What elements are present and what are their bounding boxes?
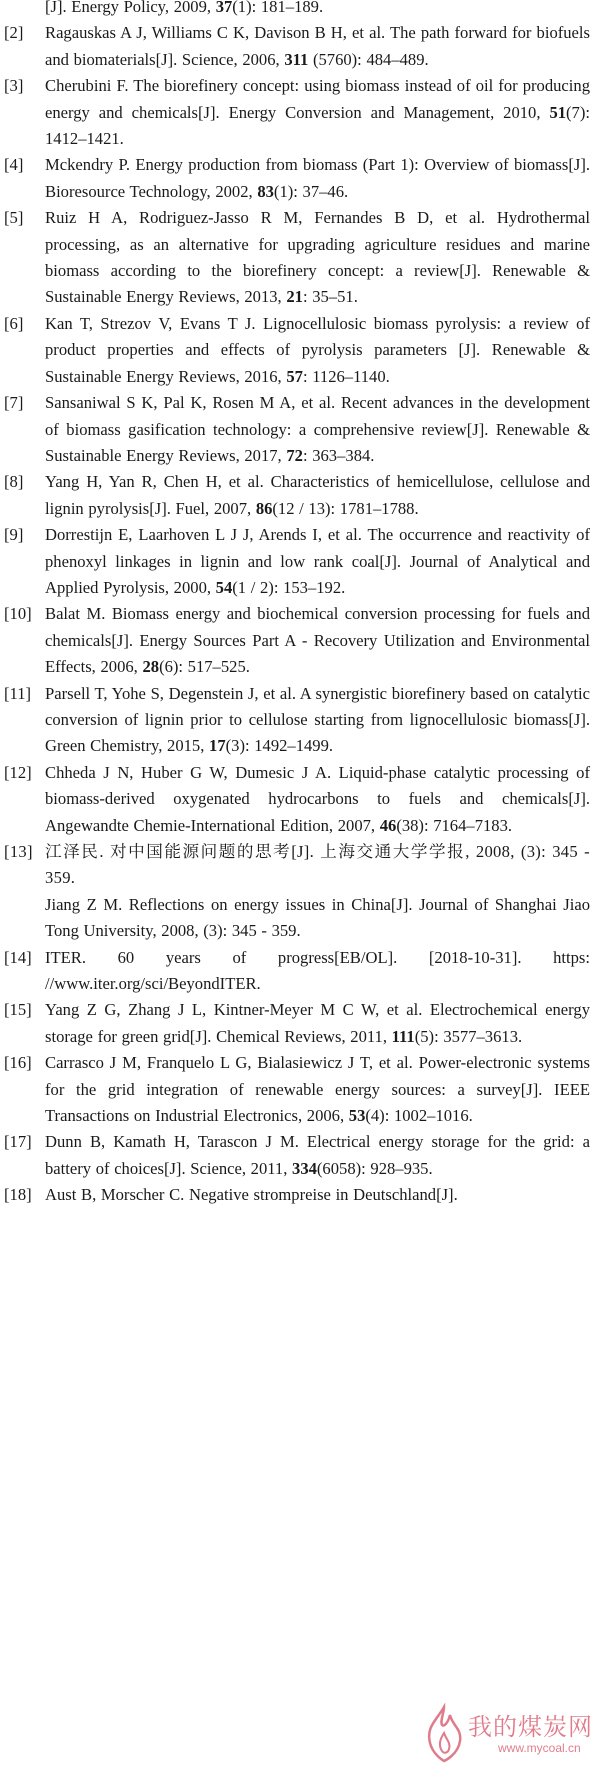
reference-number: [5]: [4, 208, 24, 228]
reference-volume: 51: [549, 102, 567, 122]
reference-item: [0, 311, 600, 390]
reference-volume: 83: [257, 181, 274, 201]
site-watermark: [416, 1703, 593, 1765]
reference-item: [0, 1050, 600, 1129]
reference-text: (4): 1002–1016.: [365, 1106, 473, 1126]
reference-item: [0, 522, 600, 601]
reference-number: [13]: [4, 842, 33, 861]
reference-volume: 54: [215, 577, 233, 597]
reference-text: Sansaniwal S K, Pal K, Rosen M A, et al. Recent advances in the development of biomass gasification technology: a comprehensive review[J]. Renewable & Sustainable Energy Reviews, 2017,: [45, 393, 590, 465]
reference-number: [2]: [4, 23, 24, 43]
reference-number: [6]: [4, 313, 24, 333]
reference-item: [0, 601, 600, 680]
reference-number: [3]: [4, 76, 24, 96]
reference-text: ITER. 60 years of progress[EB/OL]. [2018-10-31]. https: //www.iter.org/sci/BeyondITER.: [45, 947, 590, 994]
reference-number: [14]: [4, 947, 32, 967]
reference-item: [0, 152, 600, 205]
reference-text: Dorrestijn E, Laarhoven L J J, Arends I, et al. The occurrence and reactivity of phenoxyl linkages in lignin and low rank coal[J]. Journal of Analytical and Applied Pyrolysis, 2000,: [45, 525, 590, 597]
reference-volume: 53: [348, 1106, 366, 1126]
reference-text: (5760): 484–489.: [308, 49, 429, 69]
reference-text: 江泽民. 对中国能源问题的思考[J]. 上海交通大学学报, 2008, (3): 345 - 359.: [45, 842, 590, 888]
reference-item: [0, 73, 600, 152]
reference-text: : 1126–1140.: [302, 366, 390, 386]
reference-number: [16]: [4, 1053, 32, 1073]
reference-text: (1 / 2): 153–192.: [232, 577, 346, 597]
reference-text: Balat M. Biomass energy and biochemical conversion processing for fuels and chemicals[J]. Energy Sources Part A - Recovery Utilization and Environmental Effects, 2006,: [45, 604, 590, 677]
reference-volume: 46: [379, 815, 397, 835]
reference-text: (7): 1412–1421.: [45, 102, 590, 149]
reference-number: [15]: [4, 1000, 32, 1020]
reference-text: Mckendry P. Energy production from biomass (Part 1): Overview of biomass[J]. Bioresource Technology, 2002,: [45, 155, 590, 201]
reference-number: [10]: [4, 604, 32, 624]
reference-item: [0, 205, 600, 311]
reference-volume: 334: [292, 1158, 317, 1178]
reference-volume: 37: [215, 0, 233, 16]
reference-text: (12 / 13): 1781–1788.: [272, 498, 419, 518]
reference-number: [12]: [4, 762, 32, 782]
reference-text: Yang H, Yan R, Chen H, et al. Characteristics of hemicellulose, cellulose and lignin pyrolysis[J]. Fuel, 2007,: [45, 472, 590, 518]
reference-number: [11]: [4, 683, 32, 703]
reference-item: [0, 0, 600, 20]
reference-number: [18]: [4, 1185, 32, 1205]
reference-text: [J]. Energy Policy, 2009,: [45, 0, 216, 16]
reference-volume: 28: [142, 657, 160, 677]
reference-text: Parsell T, Yohe S, Degenstein J, et al. A synergistic biorefinery based on catalytic conversion of lignin prior to cellulose starting from lignocellulosic biomass[J]. Green Chemistry, 2015,: [45, 683, 590, 756]
reference-volume: 21: [286, 287, 303, 307]
reference-item: [0, 945, 600, 998]
reference-item: [0, 892, 600, 945]
reference-volume: 86: [255, 498, 273, 518]
watermark-text: 我的煤炭网: [468, 1713, 593, 1741]
reference-text: (1): 181–189.: [232, 0, 324, 16]
reference-item: [0, 997, 600, 1050]
reference-item: [0, 760, 600, 839]
reference-item: [0, 1129, 600, 1182]
reference-item: [0, 681, 600, 760]
reference-item: [0, 1182, 600, 1208]
flame-logo-icon: [416, 1703, 472, 1765]
reference-text: (6058): 928–935.: [316, 1158, 433, 1178]
reference-number: [8]: [4, 472, 24, 492]
reference-text: Ruiz H A, Rodriguez-Jasso R M, Fernandes B D, et al. Hydrothermal processing, as an alternative for upgrading agriculture residues and marine biomass according to the biorefinery concept: a review[J]. Renewable & Sustainable Energy Reviews, 2013,: [45, 208, 590, 307]
reference-text: Jiang Z M. Reflections on energy issues in China[J]. Journal of Shanghai Jiao Tong University, 2008, (3): 345 - 359.: [45, 894, 590, 941]
reference-item: [0, 469, 600, 522]
reference-text: Cherubini F. The biorefinery concept: using biomass instead of oil for producing energy and chemicals[J]. Energy Conversion and Management, 2010,: [45, 76, 590, 122]
reference-text: Carrasco J M, Franquelo L G, Bialasiewicz J T, et al. Power-electronic systems for the grid integration of renewable energy sources: a survey[J]. IEEE Transactions on Industrial Electronics, 2006,: [45, 1053, 590, 1126]
reference-text: Chheda J N, Huber G W, Dumesic J A. Liquid-phase catalytic processing of biomass-derived oxygenated hydrocarbons to fuels and chemicals[J]. Angewandte Chemie-International Edition, 2007,: [45, 762, 590, 835]
reference-text: Kan T, Strezov V, Evans T J. Lignocellulosic biomass pyrolysis: a review of product properties and effects of pyrolysis parameters [J]. Renewable & Sustainable Energy Reviews, 2016,: [45, 313, 590, 386]
reference-number: [17]: [4, 1132, 32, 1152]
watermark-url: www.mycoal.cn: [498, 1741, 581, 1755]
reference-number: [9]: [4, 525, 24, 545]
reference-text: Yang Z G, Zhang J L, Kintner-Meyer M C W, et al. Electrochemical energy storage for green grid[J]. Chemical Reviews, 2011,: [45, 1000, 590, 1046]
reference-volume: 17: [209, 736, 226, 756]
reference-volume: 311: [284, 49, 309, 69]
reference-text: Ragauskas A J, Williams C K, Davison B H, et al. The path forward for biofuels and biomaterials[J]. Science, 2006,: [45, 23, 590, 69]
reference-text: : 363–384.: [302, 445, 375, 465]
reference-text: (6): 517–525.: [159, 657, 250, 677]
reference-text: Aust B, Morscher C. Negative strompreise in Deutschland[J].: [45, 1185, 458, 1205]
reference-volume: 72: [286, 445, 303, 465]
reference-text: (3): 1492–1499.: [225, 736, 334, 756]
reference-volume: 111: [391, 1026, 415, 1046]
reference-item: [0, 839, 600, 892]
reference-text: (38): 7164–7183.: [396, 815, 513, 835]
reference-number: [4]: [4, 155, 24, 175]
reference-text: (1): 37–46.: [273, 181, 349, 201]
reference-volume: 57: [286, 366, 303, 386]
reference-item: [0, 20, 600, 73]
reference-text: Dunn B, Kamath H, Tarascon J M. Electrical energy storage for the grid: a battery of choices[J]. Science, 2011,: [45, 1132, 590, 1178]
reference-text: : 35–51.: [302, 287, 358, 307]
reference-text: (5): 3577–3613.: [414, 1026, 523, 1046]
reference-item: [0, 390, 600, 469]
reference-number: [7]: [4, 393, 24, 413]
